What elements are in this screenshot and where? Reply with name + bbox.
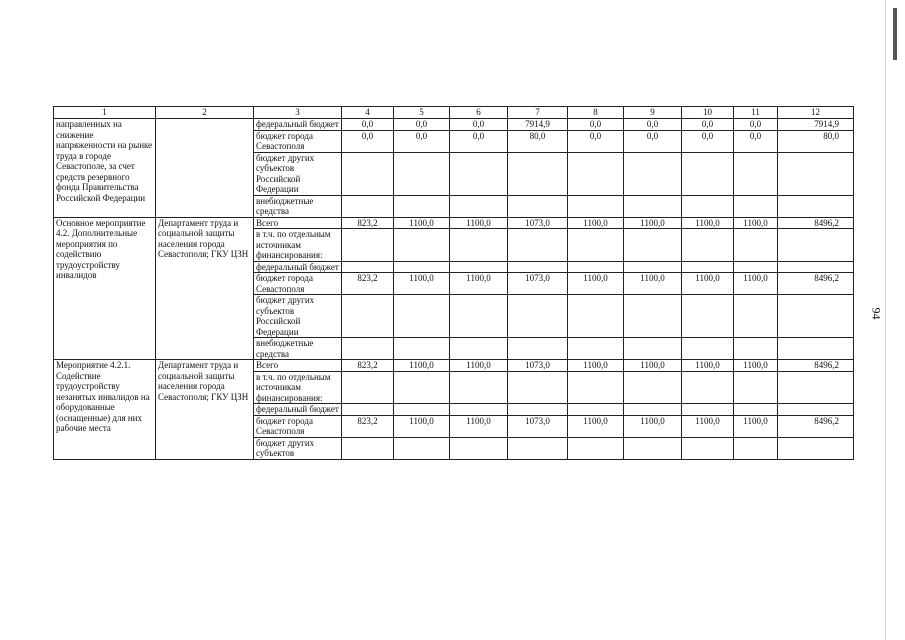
- value-cell: 1100,0: [450, 273, 508, 295]
- activity-name-cell: Основное мероприятие 4.2. Дополнительные мероприятия по содействию трудоустройству инвалидов: [54, 217, 156, 360]
- value-cell: [568, 295, 624, 338]
- funding-source-cell: федеральный бюджет: [254, 261, 342, 273]
- value-cell: [778, 229, 854, 262]
- funding-source-cell: бюджет города Севастополя: [254, 415, 342, 437]
- value-cell: [450, 261, 508, 273]
- value-cell: 8496,2: [778, 360, 854, 372]
- value-cell: [778, 338, 854, 360]
- value-cell: [568, 371, 624, 404]
- value-cell: 0,0: [682, 130, 734, 152]
- funding-source-cell: федеральный бюджет: [254, 119, 342, 131]
- column-header-6: 6: [450, 107, 508, 119]
- value-cell: 823,2: [342, 217, 394, 229]
- value-cell: 0,0: [342, 130, 394, 152]
- value-cell: 8496,2: [778, 273, 854, 295]
- funding-source-cell: бюджет города Севастополя: [254, 130, 342, 152]
- value-cell: 0,0: [342, 119, 394, 131]
- funding-source-cell: в т.ч. по отдельным источникам финансирования:: [254, 229, 342, 262]
- funding-source-cell: бюджет города Севастополя: [254, 273, 342, 295]
- column-header-11: 11: [734, 107, 778, 119]
- value-cell: 1100,0: [394, 217, 450, 229]
- value-cell: [624, 437, 682, 459]
- value-cell: 0,0: [734, 130, 778, 152]
- value-cell: 0,0: [568, 130, 624, 152]
- value-cell: 80,0: [508, 130, 568, 152]
- value-cell: [682, 338, 734, 360]
- page-number: 94: [869, 307, 884, 320]
- value-cell: [734, 229, 778, 262]
- value-cell: [568, 437, 624, 459]
- value-cell: [450, 229, 508, 262]
- value-cell: 1073,0: [508, 273, 568, 295]
- value-cell: 1100,0: [734, 415, 778, 437]
- value-cell: 823,2: [342, 273, 394, 295]
- value-cell: [508, 152, 568, 195]
- value-cell: [682, 229, 734, 262]
- value-cell: 0,0: [624, 130, 682, 152]
- value-cell: 0,0: [624, 119, 682, 131]
- value-cell: 1073,0: [508, 415, 568, 437]
- value-cell: [394, 437, 450, 459]
- value-cell: 0,0: [450, 119, 508, 131]
- value-cell: [624, 152, 682, 195]
- value-cell: [568, 261, 624, 273]
- value-cell: [508, 195, 568, 217]
- value-cell: 1100,0: [450, 360, 508, 372]
- value-cell: [342, 152, 394, 195]
- funding-source-cell: федеральный бюджет: [254, 404, 342, 416]
- value-cell: [450, 338, 508, 360]
- table-row: [54, 360, 854, 372]
- column-header-4: 4: [342, 107, 394, 119]
- value-cell: [342, 338, 394, 360]
- value-cell: 1100,0: [624, 360, 682, 372]
- budget-table: [53, 106, 854, 460]
- column-header-2: 2: [156, 107, 254, 119]
- funding-source-cell: бюджет других субъектов Российской Федерации: [254, 152, 342, 195]
- value-cell: [682, 195, 734, 217]
- value-cell: 1100,0: [624, 273, 682, 295]
- value-cell: [394, 195, 450, 217]
- value-cell: 1100,0: [624, 217, 682, 229]
- column-header-1: 1: [54, 107, 156, 119]
- value-cell: 1100,0: [450, 415, 508, 437]
- value-cell: 1100,0: [734, 217, 778, 229]
- value-cell: [734, 404, 778, 416]
- value-cell: [394, 295, 450, 338]
- scan-mark: [893, 8, 897, 60]
- value-cell: [624, 404, 682, 416]
- document-sheet: [53, 106, 854, 460]
- column-header-5: 5: [394, 107, 450, 119]
- value-cell: [624, 261, 682, 273]
- value-cell: 8496,2: [778, 415, 854, 437]
- value-cell: [778, 295, 854, 338]
- value-cell: [624, 195, 682, 217]
- value-cell: 1100,0: [682, 415, 734, 437]
- value-cell: [450, 295, 508, 338]
- value-cell: [682, 437, 734, 459]
- value-cell: [778, 404, 854, 416]
- funding-source-cell: внебюджетные средства: [254, 195, 342, 217]
- value-cell: 7914,9: [508, 119, 568, 131]
- value-cell: [508, 437, 568, 459]
- value-cell: [342, 195, 394, 217]
- activity-name-cell: Мероприятие 4.2.1. Содействие трудоустройству незанятых инвалидов на оборудованные (оснащенные) для них рабочие места: [54, 360, 156, 460]
- value-cell: [342, 295, 394, 338]
- column-header-12: 12: [778, 107, 854, 119]
- value-cell: 1100,0: [568, 415, 624, 437]
- value-cell: [734, 437, 778, 459]
- value-cell: [508, 338, 568, 360]
- value-cell: 1100,0: [734, 360, 778, 372]
- column-header-9: 9: [624, 107, 682, 119]
- value-cell: [568, 404, 624, 416]
- value-cell: [342, 371, 394, 404]
- column-header-8: 8: [568, 107, 624, 119]
- value-cell: [682, 295, 734, 338]
- value-cell: [778, 437, 854, 459]
- value-cell: [682, 371, 734, 404]
- value-cell: 0,0: [394, 130, 450, 152]
- value-cell: [394, 261, 450, 273]
- value-cell: [508, 371, 568, 404]
- funding-source-cell: бюджет других субъектов: [254, 437, 342, 459]
- value-cell: 0,0: [734, 119, 778, 131]
- value-cell: 1100,0: [394, 273, 450, 295]
- value-cell: [508, 229, 568, 262]
- value-cell: [394, 371, 450, 404]
- column-number-row: [54, 107, 854, 119]
- value-cell: [508, 404, 568, 416]
- value-cell: 1100,0: [682, 360, 734, 372]
- value-cell: [624, 295, 682, 338]
- value-cell: [624, 338, 682, 360]
- value-cell: [394, 338, 450, 360]
- value-cell: [734, 338, 778, 360]
- value-cell: 1100,0: [624, 415, 682, 437]
- value-cell: [624, 371, 682, 404]
- scan-edge-line: [885, 0, 886, 640]
- value-cell: [508, 261, 568, 273]
- funding-source-cell: в т.ч. по отдельным источникам финансирования:: [254, 371, 342, 404]
- funding-source-cell: Всего: [254, 217, 342, 229]
- value-cell: 823,2: [342, 415, 394, 437]
- executor-cell: Департамент труда и социальной защиты населения города Севастополя; ГКУ ЦЗН: [156, 217, 254, 360]
- value-cell: 0,0: [682, 119, 734, 131]
- value-cell: [682, 261, 734, 273]
- value-cell: [734, 295, 778, 338]
- value-cell: [778, 371, 854, 404]
- funding-source-cell: бюджет других субъектов Российской Федерации: [254, 295, 342, 338]
- value-cell: 1100,0: [568, 360, 624, 372]
- value-cell: [568, 229, 624, 262]
- value-cell: [734, 261, 778, 273]
- column-header-3: 3: [254, 107, 342, 119]
- executor-cell: [156, 119, 254, 218]
- value-cell: [342, 261, 394, 273]
- value-cell: 7914,9: [778, 119, 854, 131]
- value-cell: 80,0: [778, 130, 854, 152]
- value-cell: [734, 152, 778, 195]
- value-cell: 1100,0: [682, 217, 734, 229]
- value-cell: [682, 152, 734, 195]
- value-cell: [450, 437, 508, 459]
- value-cell: 1100,0: [682, 273, 734, 295]
- value-cell: [342, 404, 394, 416]
- value-cell: [778, 261, 854, 273]
- value-cell: [342, 229, 394, 262]
- value-cell: [342, 437, 394, 459]
- value-cell: 1100,0: [394, 415, 450, 437]
- value-cell: [778, 195, 854, 217]
- executor-cell: Департамент труда и социальной защиты населения города Севастополя; ГКУ ЦЗН: [156, 360, 254, 460]
- value-cell: [450, 195, 508, 217]
- value-cell: [734, 371, 778, 404]
- table-body: [54, 107, 854, 460]
- value-cell: 1073,0: [508, 360, 568, 372]
- column-header-7: 7: [508, 107, 568, 119]
- value-cell: [394, 152, 450, 195]
- value-cell: [394, 229, 450, 262]
- value-cell: [734, 195, 778, 217]
- value-cell: [568, 152, 624, 195]
- value-cell: [450, 152, 508, 195]
- value-cell: 823,2: [342, 360, 394, 372]
- value-cell: 1100,0: [568, 273, 624, 295]
- value-cell: [394, 404, 450, 416]
- value-cell: 8496,2: [778, 217, 854, 229]
- value-cell: 1100,0: [450, 217, 508, 229]
- funding-source-cell: внебюджетные средства: [254, 338, 342, 360]
- activity-name-cell: направленных на снижение напряженности на рынке труда в городе Севастополе, за счет средств резервного фонда Правительства Российской Федерации: [54, 119, 156, 218]
- value-cell: 1100,0: [394, 360, 450, 372]
- value-cell: [778, 152, 854, 195]
- value-cell: 0,0: [394, 119, 450, 131]
- column-header-10: 10: [682, 107, 734, 119]
- value-cell: 1073,0: [508, 217, 568, 229]
- value-cell: [682, 404, 734, 416]
- value-cell: 1100,0: [734, 273, 778, 295]
- table-row: [54, 119, 854, 131]
- value-cell: 0,0: [568, 119, 624, 131]
- value-cell: [508, 295, 568, 338]
- value-cell: 1100,0: [568, 217, 624, 229]
- value-cell: [568, 338, 624, 360]
- value-cell: [450, 404, 508, 416]
- value-cell: 0,0: [450, 130, 508, 152]
- value-cell: [450, 371, 508, 404]
- funding-source-cell: Всего: [254, 360, 342, 372]
- table-row: [54, 217, 854, 229]
- value-cell: [568, 195, 624, 217]
- value-cell: [624, 229, 682, 262]
